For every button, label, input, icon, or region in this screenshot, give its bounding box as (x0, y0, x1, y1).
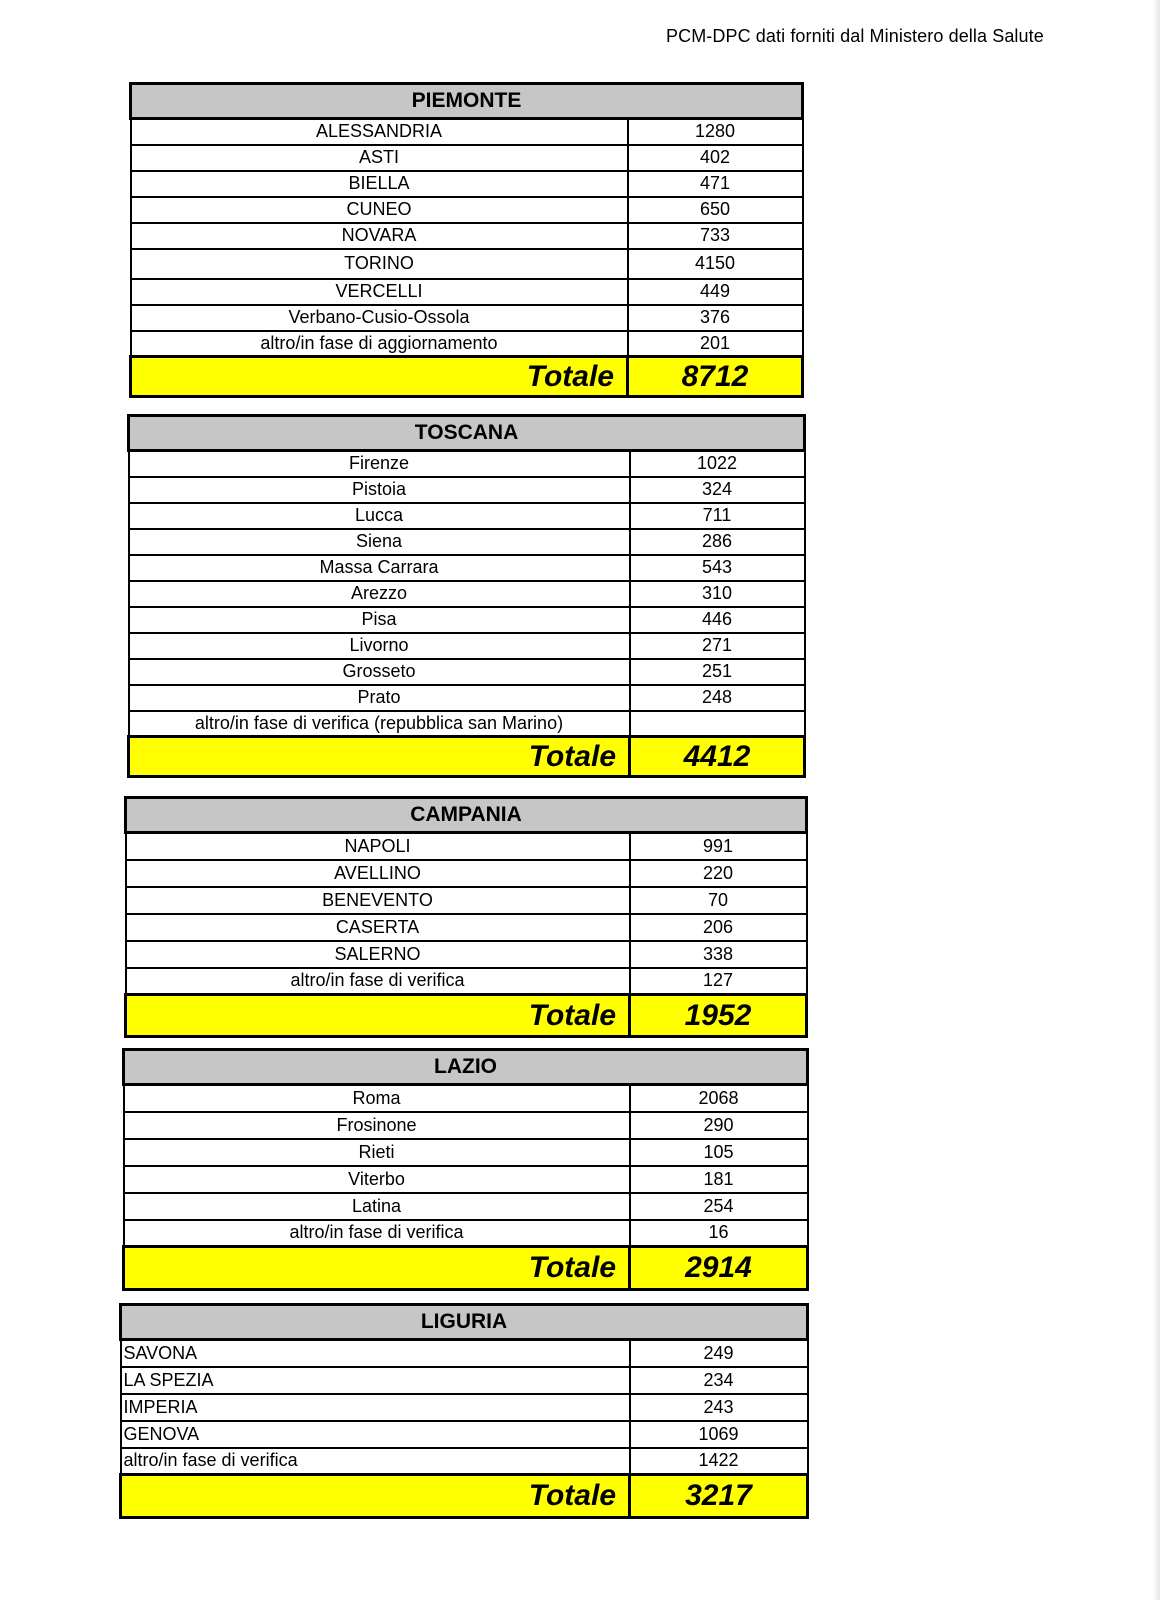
province-name: CUNEO (131, 197, 628, 223)
province-name: Frosinone (124, 1112, 630, 1139)
case-count: 4150 (628, 249, 803, 279)
case-count: 249 (630, 1340, 808, 1367)
case-count: 543 (630, 555, 805, 581)
province-name: AVELLINO (126, 860, 630, 887)
province-name: Grosseto (129, 659, 630, 685)
region-table-piemonte (129, 82, 804, 398)
province-name: NAPOLI (126, 833, 630, 860)
case-count: 711 (630, 503, 805, 529)
province-name: Viterbo (124, 1166, 630, 1193)
case-count: 310 (630, 581, 805, 607)
case-count: 324 (630, 477, 805, 503)
case-count: 206 (630, 914, 807, 941)
case-count: 254 (630, 1193, 808, 1220)
province-name: Prato (129, 685, 630, 711)
page-edge-shadow (1152, 0, 1160, 1600)
province-name: altro/in fase di verifica (124, 1220, 630, 1247)
total-label: Totale (126, 995, 630, 1037)
case-count: 1422 (630, 1448, 808, 1475)
case-count: 449 (628, 279, 803, 305)
province-name: Verbano-Cusio-Ossola (131, 305, 628, 331)
case-count: 1022 (630, 451, 805, 477)
province-name: Latina (124, 1193, 630, 1220)
province-name: Pistoia (129, 477, 630, 503)
province-name: LA SPEZIA (121, 1367, 630, 1394)
case-count: 650 (628, 197, 803, 223)
total-label: Totale (124, 1247, 630, 1290)
region-title: CAMPANIA (126, 798, 807, 833)
case-count: 2068 (630, 1085, 808, 1112)
case-count: 1069 (630, 1421, 808, 1448)
case-count: 105 (630, 1139, 808, 1166)
region-title: LIGURIA (121, 1305, 808, 1340)
case-count: 733 (628, 223, 803, 249)
province-name: Pisa (129, 607, 630, 633)
province-name: Rieti (124, 1139, 630, 1166)
case-count: 220 (630, 860, 807, 887)
province-name: Livorno (129, 633, 630, 659)
province-name: Massa Carrara (129, 555, 630, 581)
province-name: Firenze (129, 451, 630, 477)
total-value: 8712 (628, 357, 803, 397)
region-table-liguria (119, 1303, 809, 1519)
case-count: 16 (630, 1220, 808, 1247)
province-name: altro/in fase di aggiornamento (131, 331, 628, 357)
province-name: NOVARA (131, 223, 628, 249)
province-name: CASERTA (126, 914, 630, 941)
case-count: 402 (628, 145, 803, 171)
total-label: Totale (131, 357, 628, 397)
province-name: ALESSANDRIA (131, 119, 628, 145)
case-count: 251 (630, 659, 805, 685)
province-name: altro/in fase di verifica (121, 1448, 630, 1475)
province-name: altro/in fase di verifica (repubblica san Marino) (129, 711, 630, 737)
province-name: BIELLA (131, 171, 628, 197)
region-title: PIEMONTE (131, 84, 803, 119)
case-count (630, 711, 805, 737)
total-value: 3217 (630, 1475, 808, 1518)
case-count: 446 (630, 607, 805, 633)
province-name: GENOVA (121, 1421, 630, 1448)
case-count: 234 (630, 1367, 808, 1394)
region-table-lazio (122, 1048, 809, 1291)
region-table-campania (124, 796, 808, 1038)
province-name: TORINO (131, 249, 628, 279)
case-count: 376 (628, 305, 803, 331)
total-label: Totale (121, 1475, 630, 1518)
province-name: SAVONA (121, 1340, 630, 1367)
case-count: 1280 (628, 119, 803, 145)
total-value: 4412 (630, 737, 805, 777)
province-name: VERCELLI (131, 279, 628, 305)
province-name: Lucca (129, 503, 630, 529)
case-count: 70 (630, 887, 807, 914)
source-note: PCM-DPC dati forniti dal Ministero della Salute (666, 26, 1044, 46)
case-count: 243 (630, 1394, 808, 1421)
province-name: SALERNO (126, 941, 630, 968)
case-count: 271 (630, 633, 805, 659)
case-count: 201 (628, 331, 803, 357)
province-name: IMPERIA (121, 1394, 630, 1421)
region-title: LAZIO (124, 1050, 808, 1085)
total-value: 2914 (630, 1247, 808, 1290)
case-count: 338 (630, 941, 807, 968)
case-count: 248 (630, 685, 805, 711)
province-name: Roma (124, 1085, 630, 1112)
case-count: 290 (630, 1112, 808, 1139)
province-name: Arezzo (129, 581, 630, 607)
case-count: 286 (630, 529, 805, 555)
case-count: 181 (630, 1166, 808, 1193)
region-title: TOSCANA (129, 416, 805, 451)
total-label: Totale (129, 737, 630, 777)
total-value: 1952 (630, 995, 807, 1037)
province-name: ASTI (131, 145, 628, 171)
case-count: 127 (630, 968, 807, 995)
province-name: BENEVENTO (126, 887, 630, 914)
case-count: 991 (630, 833, 807, 860)
province-name: altro/in fase di verifica (126, 968, 630, 995)
case-count: 471 (628, 171, 803, 197)
province-name: Siena (129, 529, 630, 555)
region-table-toscana (127, 414, 806, 778)
